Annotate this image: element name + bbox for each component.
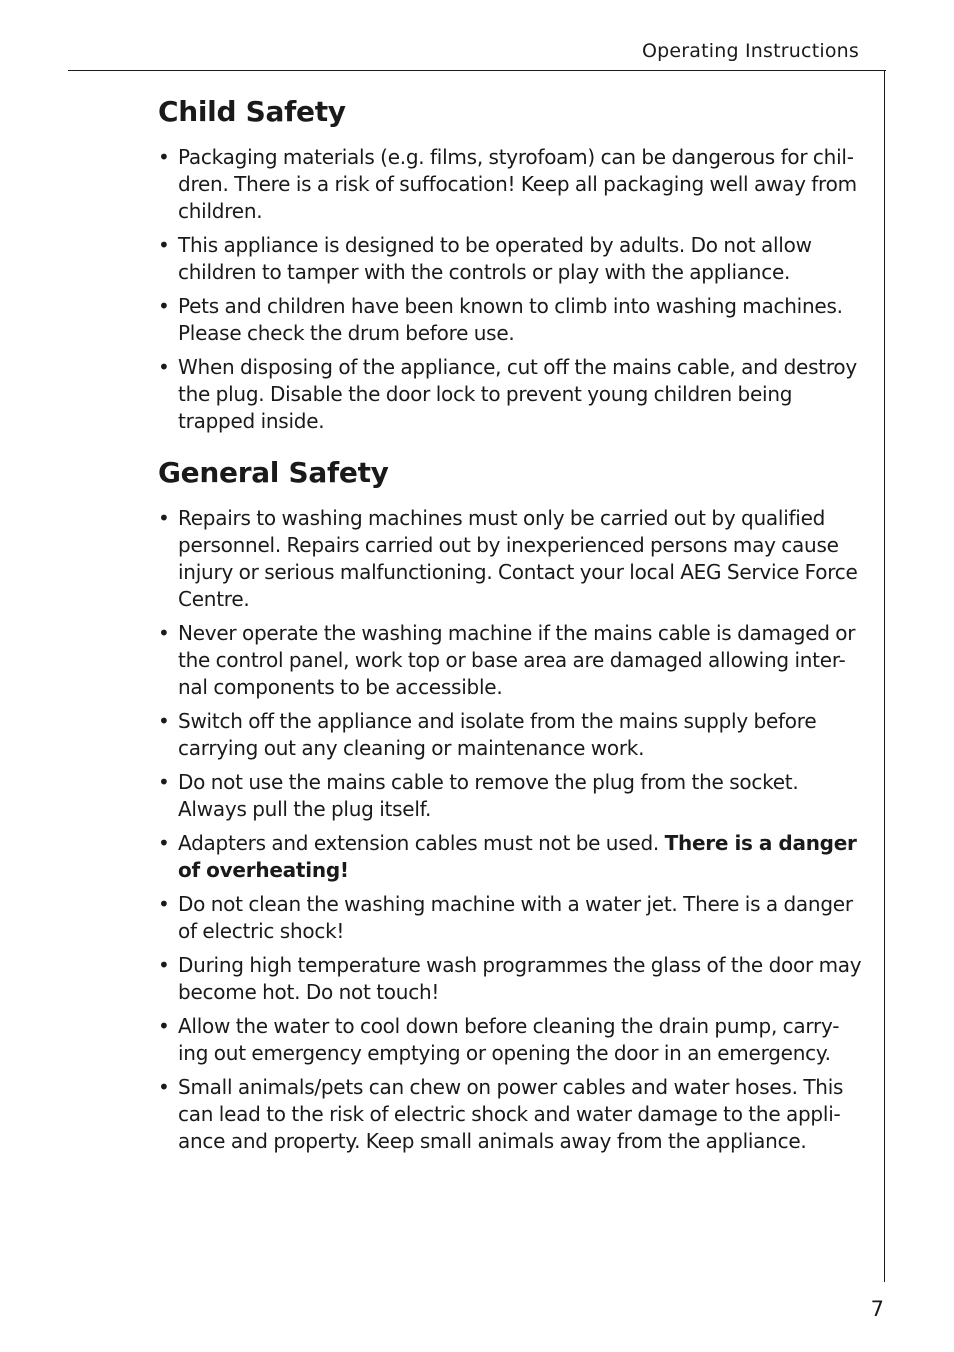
list-item bbox=[158, 505, 864, 613]
list-item-text: Packaging materials (e.g. films, styrofoam) can be dangerous for chil-dren. There is a risk of suffocation! Keep all packaging well away from children. bbox=[178, 145, 857, 223]
bullet-icon: • bbox=[158, 233, 170, 257]
list-item bbox=[158, 354, 864, 435]
list-item bbox=[158, 144, 864, 225]
list-item-text: Pets and children have been known to climb into washing machines. Please check the drum before use. bbox=[178, 294, 843, 345]
list-item-text: Adapters and extension cables must not be used. bbox=[178, 831, 665, 855]
general-safety-list bbox=[158, 505, 864, 1155]
list-item-text: Allow the water to cool down before cleaning the drain pump, carry-ing out emergency emptying or opening the door in an emergency. bbox=[178, 1014, 840, 1065]
list-item bbox=[158, 708, 864, 762]
bullet-icon: • bbox=[158, 145, 170, 169]
list-item bbox=[158, 1074, 864, 1155]
bullet-icon: • bbox=[158, 621, 170, 645]
page-number: 7 bbox=[870, 1297, 884, 1321]
list-item-text: Repairs to washing machines must only be carried out by qualified personnel. Repairs carried out by inexperienced persons may cause injury or serious malfunctioning. Contact your local AEG Service Force Centre. bbox=[178, 506, 858, 611]
list-item bbox=[158, 1013, 864, 1067]
header-rule bbox=[68, 70, 886, 71]
bullet-icon: • bbox=[158, 831, 170, 855]
list-item bbox=[158, 293, 864, 347]
list-item bbox=[158, 891, 864, 945]
list-item bbox=[158, 830, 864, 884]
list-item bbox=[158, 232, 864, 286]
list-item-text: Never operate the washing machine if the mains cable is damaged or the control panel, work top or base area are damaged allowing inter-nal components to be accessible. bbox=[178, 621, 856, 699]
list-item-text: When disposing of the appliance, cut off the mains cable, and destroy the plug. Disable the door lock to prevent young children being trapped inside. bbox=[178, 355, 857, 433]
list-item-text: Small animals/pets can chew on power cables and water hoses. This can lead to the risk of electric shock and water damage to the appli-ance and property. Keep small animals away from the appliance. bbox=[178, 1075, 844, 1153]
section-title-general-safety: General Safety bbox=[158, 456, 389, 489]
bullet-icon: • bbox=[158, 1075, 170, 1099]
section-title-child-safety: Child Safety bbox=[158, 95, 346, 128]
bullet-icon: • bbox=[158, 770, 170, 794]
list-item-text: During high temperature wash programmes the glass of the door may become hot. Do not touch! bbox=[178, 953, 862, 1004]
bullet-icon: • bbox=[158, 506, 170, 530]
list-item bbox=[158, 952, 864, 1006]
bullet-icon: • bbox=[158, 1014, 170, 1038]
bullet-icon: • bbox=[158, 892, 170, 916]
list-item-warning: There is a danger of overheating! bbox=[178, 831, 857, 882]
child-safety-list bbox=[158, 144, 864, 435]
list-item-text: Switch off the appliance and isolate from the mains supply before carrying out any cleaning or maintenance work. bbox=[178, 709, 817, 760]
bullet-icon: • bbox=[158, 953, 170, 977]
running-header: Operating Instructions bbox=[641, 40, 859, 62]
page-content bbox=[158, 94, 864, 1162]
side-rule bbox=[884, 70, 885, 1282]
list-item bbox=[158, 620, 864, 701]
bullet-icon: • bbox=[158, 709, 170, 733]
bullet-icon: • bbox=[158, 355, 170, 379]
list-item-text: Do not use the mains cable to remove the plug from the socket. Always pull the plug itself. bbox=[178, 770, 799, 821]
list-item-text: This appliance is designed to be operated by adults. Do not allow children to tamper with the controls or play with the appliance. bbox=[178, 233, 812, 284]
bullet-icon: • bbox=[158, 294, 170, 318]
list-item bbox=[158, 769, 864, 823]
list-item-text: Do not clean the washing machine with a water jet. There is a danger of electric shock! bbox=[178, 892, 853, 943]
